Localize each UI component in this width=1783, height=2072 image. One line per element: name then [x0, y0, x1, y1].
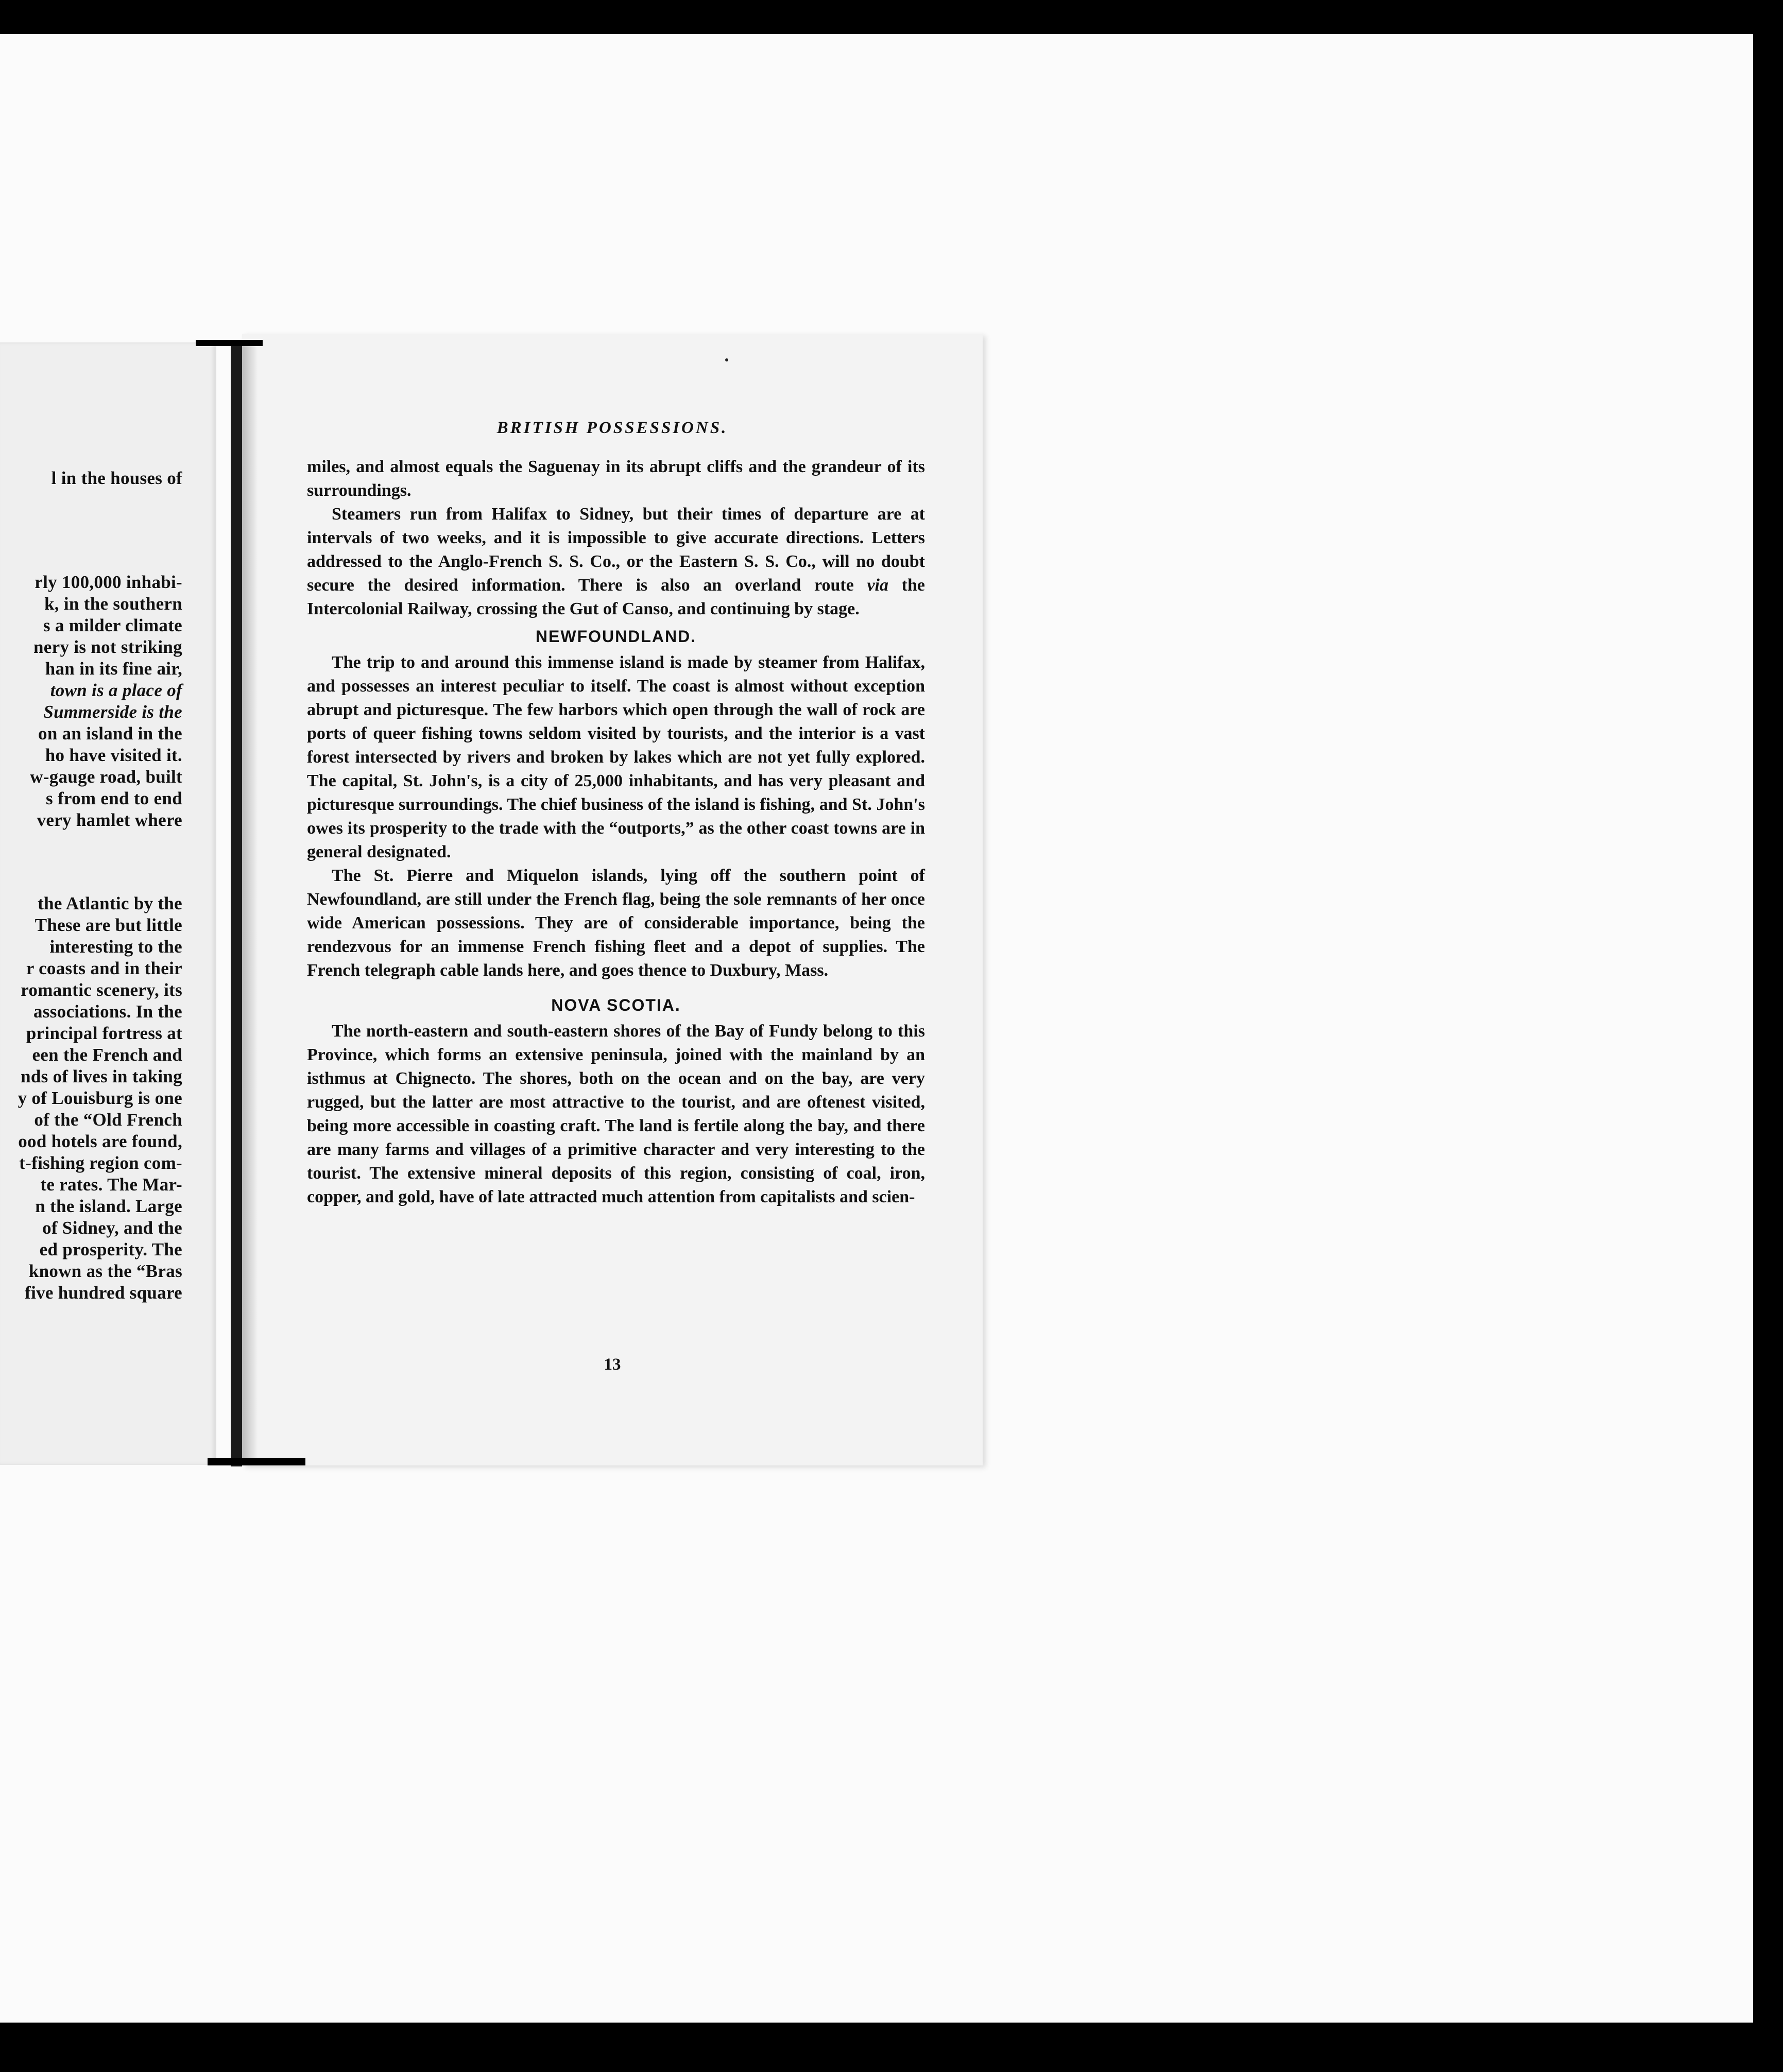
gutter-shadow: [242, 342, 258, 1465]
left-line: s from end to end: [45, 788, 182, 808]
page-number: 13: [604, 1355, 621, 1374]
paragraph: [307, 503, 925, 621]
left-line: ood hotels are found,: [18, 1131, 182, 1151]
left-line: s a milder climate: [43, 615, 182, 635]
left-line: interesting to the: [49, 937, 182, 957]
left-line: town is a place of: [50, 680, 182, 700]
left-line: nds of lives in taking: [21, 1066, 182, 1086]
paragraph-text: the Intercolonial Railway, crossing the Gut of Canso, and continuing by stage.: [307, 576, 925, 618]
left-line: known as the “Bras: [28, 1261, 182, 1281]
paragraph-text: Steamers run from Halifax to Sidney, but their times of departure are at intervals of two weeks, and it is impossible to give accurate directions. Letters addressed to the Anglo-French S. S. Co., or the Eastern S. S. Co., will no doubt secure the desired information. There is also an overland route: [307, 505, 925, 595]
left-line: y of Louisburg is one: [18, 1088, 182, 1108]
speck: [725, 358, 728, 361]
running-head: BRITISH POSSESSIONS.: [496, 419, 728, 437]
left-line: te rates. The Mar-: [40, 1175, 182, 1195]
left-page-lines: [0, 468, 182, 1304]
left-line: t-fishing region com-: [19, 1153, 182, 1173]
left-line: r coasts and in their: [26, 958, 182, 978]
book-page: [242, 334, 983, 1465]
left-line: of Sidney, and the: [42, 1218, 182, 1238]
paragraph: The St. Pierre and Miquelon islands, lying off the southern point of Newfoundland, are still under the French flag, being the sole remnants of her once wide American possessions. They are of considerable importance, being the rendezvous for an immense French fishing fleet and a depot of supplies. The French telegraph cable lands here, and goes thence to Duxbury, Mass.: [307, 866, 925, 980]
left-page-fragment: [0, 342, 216, 1465]
left-line: han in its fine air,: [45, 659, 182, 679]
left-line: of the “Old French: [34, 1110, 182, 1130]
paragraph: The north-eastern and south-eastern shores of the Bay of Fundy belong to this Province, which forms an extensive peninsula, joined with the mainland by an isthmus at Chignecto. The shores, both on the ocean and on the bay, are very rugged, but the latter are most attractive to the tourist, and are oftenest visited, being more accessible in coasting craft. The land is fertile along the bay, and there are many farms and villages of a primitive character and very interesting to the tourist. The extensive mineral deposits of this region, consisting of coal, iron, copper, and gold, have of late attracted much attention from capitalists and scien-: [307, 1022, 925, 1206]
left-line: five hundred square: [25, 1283, 182, 1303]
scan-edge: [1753, 34, 1783, 2023]
left-line: rly 100,000 inhabi-: [35, 572, 182, 592]
left-line: l in the houses of: [51, 468, 182, 488]
left-line: associations. In the: [33, 1002, 182, 1022]
section-heading-newfoundland: NEWFOUNDLAND.: [535, 627, 697, 646]
binding-clip-bottom: [208, 1458, 305, 1465]
left-line: very hamlet where: [37, 810, 182, 830]
page-body: [307, 455, 925, 1209]
left-line: on an island in the: [38, 723, 182, 744]
binding-clip-top: [196, 340, 263, 346]
left-line: These are but little: [35, 915, 182, 935]
left-line: Summerside is the: [43, 702, 182, 722]
binding-spine: [231, 341, 242, 1466]
left-line: w-gauge road, built: [30, 767, 182, 787]
left-line: ho have visited it.: [45, 745, 182, 765]
left-line: nery is not striking: [33, 637, 182, 657]
left-line: romantic scenery, its: [21, 980, 182, 1000]
left-line: ed prosperity. The: [39, 1239, 182, 1259]
paragraph: miles, and almost equals the Saguenay in its abrupt cliffs and the grandeur of its surroundings.: [307, 457, 925, 500]
left-line: principal fortress at: [26, 1023, 182, 1043]
left-line: k, in the southern: [44, 594, 182, 614]
italic-word: via: [867, 576, 888, 595]
left-line: the Atlantic by the: [38, 893, 182, 913]
left-line: een the French and: [32, 1045, 182, 1065]
left-line: n the island. Large: [35, 1196, 182, 1216]
section-heading-nova-scotia: NOVA SCOTIA.: [551, 996, 681, 1014]
paragraph: The trip to and around this immense island is made by steamer from Halifax, and possesses an interest peculiar to itself. The coast is almost without exception abrupt and picturesque. The few harbors which open through the wall of rock are ports of queer fishing towns seldom visited by tourists, and the interior is a vast forest intersected by rivers and broken by lakes which are not yet fully explored. The capital, St. John's, is a city of 25,000 inhabitants, and has very pleasant and picturesque surroundings. The chief business of the island is fishing, and St. John's owes its prosperity to the trade with the “outports,” as the other coast towns are in general designated.: [307, 653, 925, 861]
